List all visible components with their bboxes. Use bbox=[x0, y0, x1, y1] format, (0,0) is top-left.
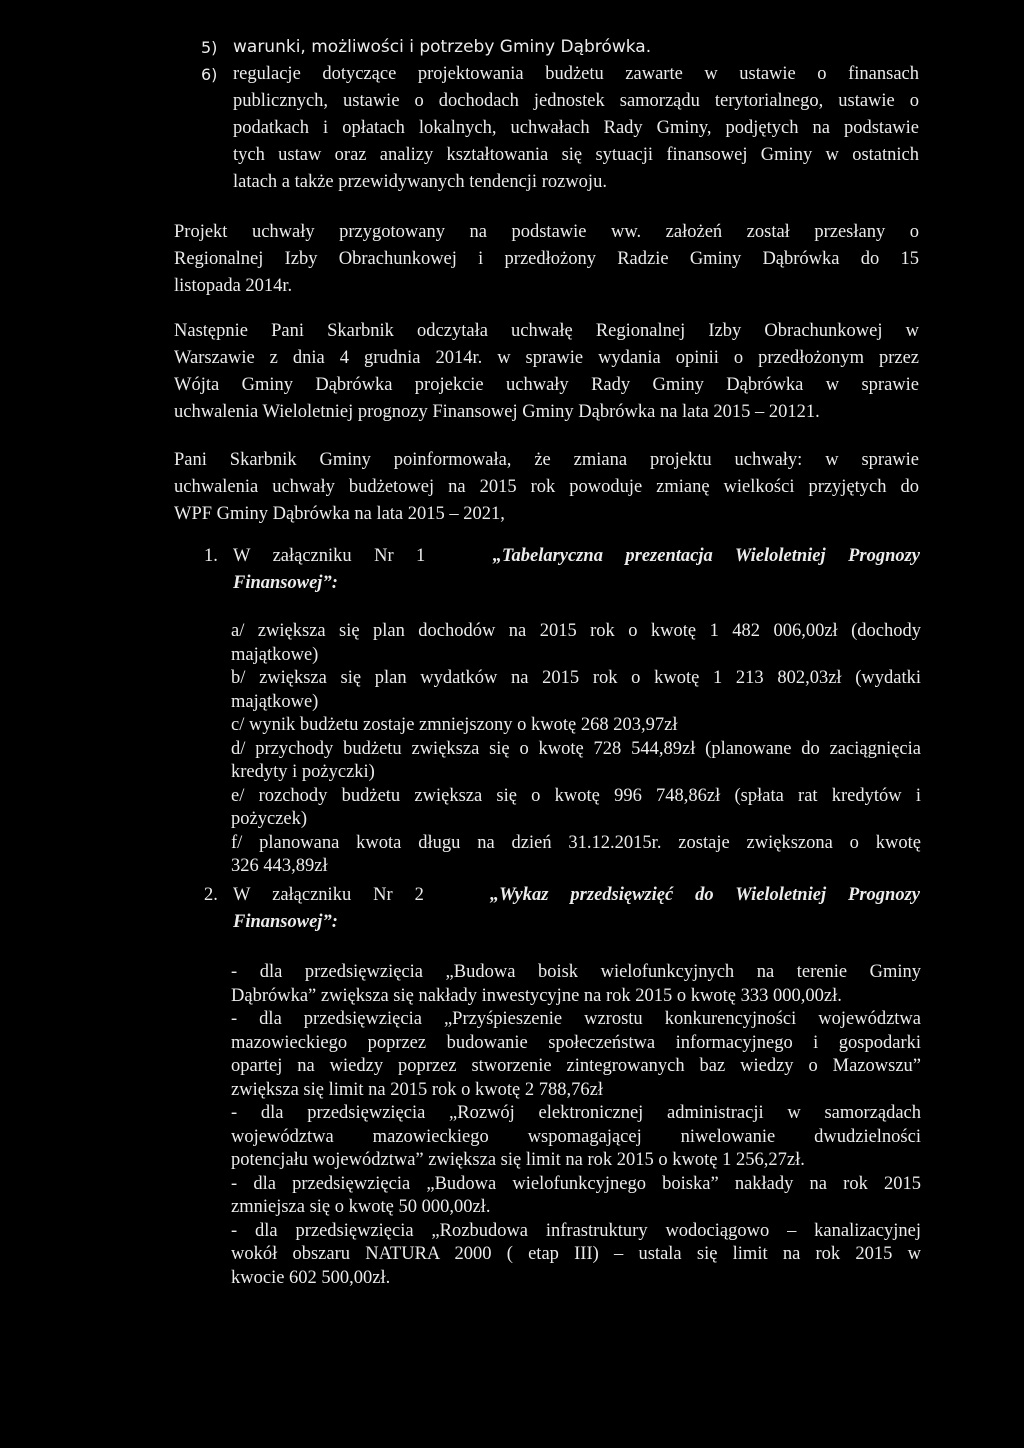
list-number-5: 5) bbox=[201, 38, 218, 57]
section-2-number: 2. bbox=[204, 885, 218, 905]
paragraph-projekt: Projekt uchwały przygotowany na podstawie ww. założeń został przesłany o Regionalnej Izby Obrachunkowej i przedłożony Radzie Gminy Dąbrówka do 15 listopada 2014r. bbox=[174, 222, 919, 296]
section-1-items: a/ zwiększa się plan dochodów na 2015 rok o kwotę 1 482 006,00zł (dochody majątkowe) b/ zwiększa się plan wydatków na 2015 rok o kwotę 1 213 802,03zł (wydatki majątkowe) c/ wynik budżetu zostaje zmniejszony o kwotę 268 203,97zł d/ przychody budżetu zwiększa się o kwotę 728 544,89zł (planowane do zaciągnięcia kredyty i pożyczki) e/ rozchody budżetu zwiększa się o kwotę 996 748,86zł (spłata rat kredytów i pożyczek) f/ planowana kwota długu na dzień 31.12.2015r. zostaje zwiększona o kwotę 326 443,89zł bbox=[231, 621, 921, 876]
section-1-number: 1. bbox=[204, 546, 218, 566]
paragraph-pani-skarbnik: Pani Skarbnik Gminy poinformowała, że zmiana projektu uchwały: w sprawie uchwalenia uchwały budżetowej na 2015 rok powoduje zmianę wielkości przyjętych do WPF Gminy Dąbrówka na lata 2015 – 2021, bbox=[174, 450, 919, 524]
section-2-items: - dla przedsięwzięcia „Budowa boisk wielofunkcyjnych na terenie Gminy Dąbrówka” zwiększa się nakłady inwestycyjne na rok 2015 o kwotę 333 000,00zł. - dla przedsięwzięcia „Przyśpieszenie wzrostu konkurencyjności województwa mazowieckiego poprzez budowanie społeczeństwa informacyjnego i gospodarki opartej na wiedzy poprzez stworzenie zintegrowanych baz wiedzy o Mazowszu” zwiększa się limit na 2015 rok o kwotę 2 788,76zł - dla przedsięwzięcia „Rozwój elektronicznej administracji w samorządach województwa mazowieckiego wspomagającej niwelowanie dwudzielności potencjału województwa” zwiększa się limit na rok 2015 o kwotę 1 256,27zł. - dla przedsięwzięcia „Budowa wielofunkcyjnego boiska” nakłady na rok 2015 zmniejsza się o kwotę 50 000,00zł. - dla przedsięwzięcia „Rozbudowa infrastruktury wodociągowo – kanalizacyjnej wokół obszaru NATURA 2000 ( etap III) – ustala się limit na rok 2015 w kwocie 602 500,00zł. bbox=[231, 962, 921, 1288]
list-number-6: 6) bbox=[201, 65, 218, 84]
list-item-5: warunki, możliwości i potrzeby Gminy Dąbrówka. bbox=[233, 37, 652, 57]
section-1-heading: W załączniku Nr 1 „Tabelaryczna prezentacja Wieloletniej Prognozy Finansowej”: bbox=[233, 546, 921, 593]
paragraph-nastepnie: Następnie Pani Skarbnik odczytała uchwałę Regionalnej Izby Obrachunkowej w Warszawie z dnia 4 grudnia 2014r. w sprawie wydania opinii o przedłożonym przez Wójta Gminy Dąbrówka projekcie uchwały Rady Gminy Dąbrówka w sprawie uchwalenia Wieloletniej prognozy Finansowej Gminy Dąbrówka na lata 2015 – 20121. bbox=[174, 321, 919, 422]
list-item-6: regulacje dotyczące projektowania budżetu zawarte w ustawie o finansach publicznych, ustawie o dochodach jednostek samorządu terytorialnego, ustawie o podatkach i opłatach lokalnych, uchwałach Rady Gminy, podjętych na podstawie tych ustaw oraz analizy kształtowania się sytuacji finansowej Gminy w ostatnich latach a także przewidywanych tendencji rozwoju. bbox=[233, 64, 919, 192]
section-2-heading: W załączniku Nr 2 „Wykaz przedsięwzięć do Wieloletniej Prognozy Finansowej”: bbox=[233, 885, 921, 932]
